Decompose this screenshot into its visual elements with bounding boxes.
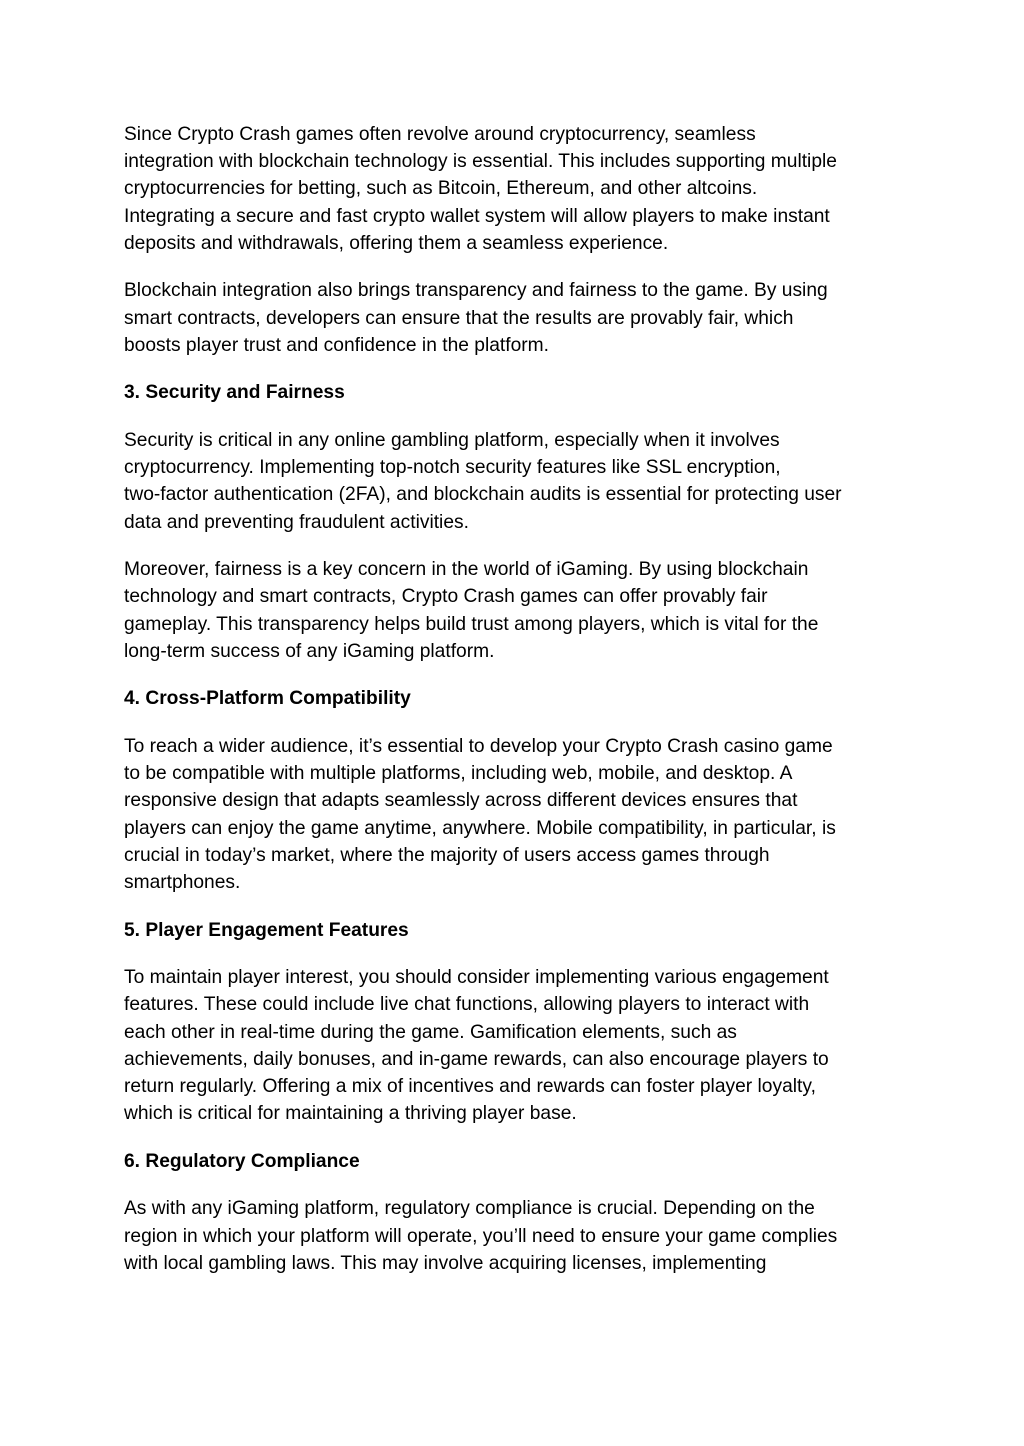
- paragraph-line: to be compatible with multiple platforms, including web, mobile, and desktop. A: [124, 763, 793, 785]
- paragraph-line: region in which your platform will operate, you’ll need to ensure your game complies: [124, 1225, 838, 1247]
- paragraph-line: data and preventing fraudulent activities.: [124, 511, 469, 533]
- document-body: [124, 121, 900, 1297]
- body-paragraph: [124, 1195, 900, 1277]
- paragraph-line: crucial in today’s market, where the majority of users access games through: [124, 844, 770, 866]
- body-paragraph: [124, 277, 900, 359]
- section-heading: 6. Regulatory Compliance: [124, 1150, 360, 1172]
- paragraph-line: Security is critical in any online gambling platform, especially when it involves: [124, 430, 780, 451]
- paragraph-line: boosts player trust and confidence in the platform.: [124, 334, 550, 356]
- section-heading: 3. Security and Fairness: [124, 382, 345, 404]
- paragraph-line: cryptocurrencies for betting, such as Bitcoin, Ethereum, and other altcoins.: [124, 178, 758, 200]
- paragraph-line: which is critical for maintaining a thriving player base.: [124, 1103, 577, 1125]
- paragraph-line: each other in real-time during the game. Gamification elements, such as: [124, 1021, 737, 1043]
- paragraph-line: To reach a wider audience, it’s essential to develop your Crypto Crash casino game: [124, 736, 833, 757]
- paragraph-line: cryptocurrency. Implementing top-notch security features like SSL encryption,: [124, 457, 781, 479]
- paragraph-line: technology and smart contracts, Crypto Crash games can offer provably fair: [124, 586, 768, 608]
- paragraph-line: achievements, daily bonuses, and in-game rewards, can also encourage players to: [124, 1048, 829, 1070]
- paragraph-line: deposits and withdrawals, offering them a seamless experience.: [124, 232, 669, 254]
- paragraph-line: long-term success of any iGaming platform.: [124, 640, 495, 662]
- paragraph-line: features. These could include live chat functions, allowing players to interact with: [124, 994, 810, 1016]
- paragraph-line: Blockchain integration also brings transparency and fairness to the game. By using: [124, 280, 828, 302]
- paragraph-line: gameplay. This transparency helps build trust among players, which is vital for the: [124, 613, 819, 635]
- paragraph-line: smartphones.: [124, 872, 241, 894]
- paragraph-line: with local gambling laws. This may involve acquiring licenses, implementing: [124, 1252, 767, 1274]
- section-heading: 5. Player Engagement Features: [124, 919, 409, 941]
- paragraph-line: return regularly. Offering a mix of incentives and rewards can foster player loyalty,: [124, 1076, 816, 1098]
- paragraph-line: Since Crypto Crash games often revolve around cryptocurrency, seamless: [124, 124, 756, 145]
- paragraph-line: Moreover, fairness is a key concern in the world of iGaming. By using blockchain: [124, 559, 809, 581]
- paragraph-line: As with any iGaming platform, regulatory compliance is crucial. Depending on the: [124, 1198, 815, 1220]
- section-heading: 4. Cross-Platform Compatibility: [124, 688, 411, 710]
- paragraph-line: Integrating a secure and fast crypto wallet system will allow players to make instant: [124, 205, 830, 227]
- paragraph-line: To maintain player interest, you should consider implementing various engagement: [124, 967, 829, 989]
- body-paragraph: [124, 427, 900, 536]
- paragraph-line: smart contracts, developers can ensure that the results are provably fair, which: [124, 307, 794, 329]
- paragraph-line: responsive design that adapts seamlessly across different devices ensures that: [124, 790, 798, 812]
- body-paragraph: [124, 733, 900, 896]
- paragraph-line: two-factor authentication (2FA), and blockchain audits is essential for protecting user: [124, 484, 842, 506]
- body-paragraph: [124, 964, 900, 1127]
- paragraph-line: players can enjoy the game anytime, anywhere. Mobile compatibility, in particular, is: [124, 817, 836, 839]
- body-paragraph: [124, 556, 900, 665]
- body-paragraph: [124, 121, 900, 257]
- paragraph-line: integration with blockchain technology is essential. This includes supporting multiple: [124, 151, 837, 173]
